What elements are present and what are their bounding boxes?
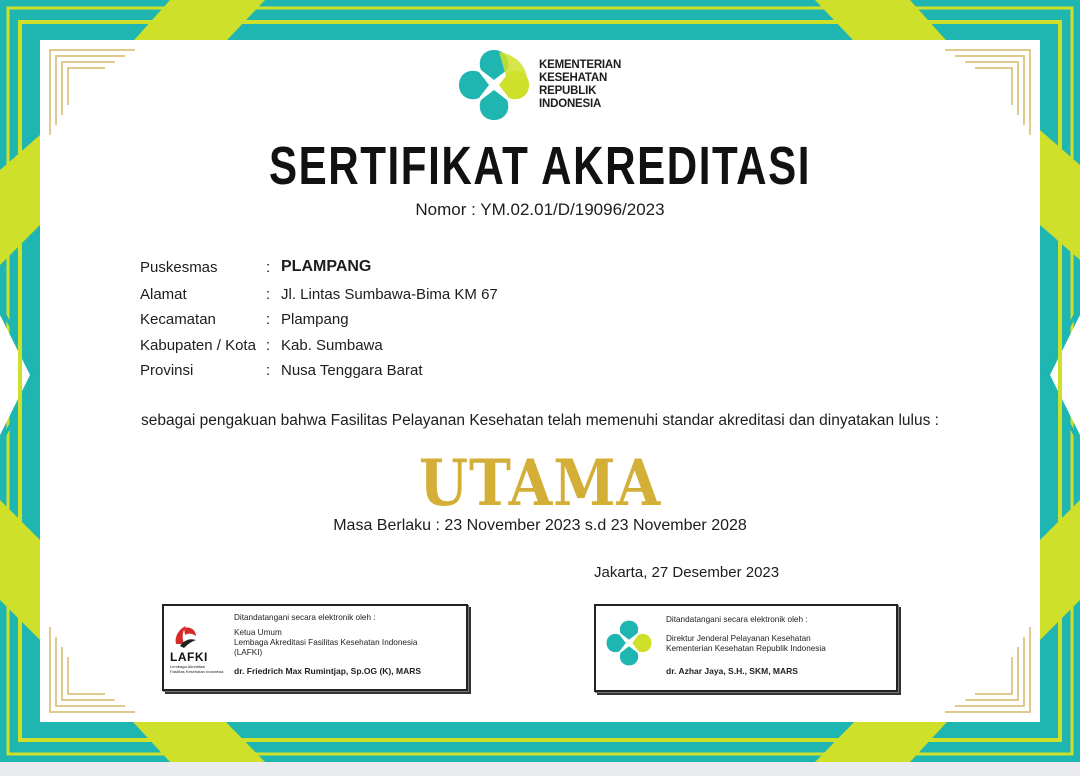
certificate-title: SERTIFIKAT AKREDITASI bbox=[268, 136, 812, 196]
detail-colon: : bbox=[266, 337, 271, 354]
signer-role: Direktur Jenderal Pelayanan Kesehatan bbox=[666, 634, 811, 643]
detail-value-kecamatan: Plampang bbox=[281, 311, 349, 328]
detail-value-provinsi: Nusa Tenggara Barat bbox=[281, 362, 423, 379]
issue-city-date: Jakarta, 27 Desember 2023 bbox=[594, 564, 780, 581]
validity-period: Masa Berlaku : 23 November 2023 s.d 23 November 2028 bbox=[333, 517, 747, 534]
detail-label-alamat: Alamat bbox=[140, 286, 187, 303]
signer-name: dr. Friedrich Max Rumintjap, Sp.OG (K), MARS bbox=[234, 666, 422, 676]
ministry-line: KEMENTERIAN bbox=[539, 59, 622, 71]
detail-colon: : bbox=[266, 259, 271, 276]
kemenkes-logo-icon bbox=[455, 46, 533, 124]
detail-label-puskesmas: Puskesmas bbox=[140, 259, 218, 276]
accreditation-statement: sebagai pengakuan bahwa Fasilitas Pelayanan Kesehatan telah memenuhi standar akreditasi dan dinyatakan lulus : bbox=[141, 412, 939, 429]
ministry-line: INDONESIA bbox=[539, 98, 602, 110]
signer-institution-abbr: (LAFKI) bbox=[234, 648, 263, 657]
lafki-logo-subtext: Lembaga Akreditasi bbox=[170, 664, 206, 669]
detail-colon: : bbox=[266, 311, 271, 328]
detail-value-kabupaten: Kab. Sumbawa bbox=[281, 337, 383, 354]
kemenkes-logo-icon bbox=[604, 618, 654, 668]
ministry-name bbox=[539, 59, 621, 111]
signed-note: Ditandatangani secara elektronik oleh : bbox=[666, 615, 808, 624]
accreditation-grade: UTAMA bbox=[418, 446, 662, 521]
lafki-logo-subtext: Fasilitas Kesehatan Indonesia bbox=[170, 669, 224, 674]
signer-role: Ketua Umum bbox=[234, 628, 282, 637]
detail-label-kabupaten: Kabupaten / Kota bbox=[140, 337, 256, 354]
detail-label-provinsi: Provinsi bbox=[140, 362, 194, 379]
certificate-number: Nomor : YM.02.01/D/19096/2023 bbox=[415, 200, 665, 219]
signer-institution: Kementerian Kesehatan Republik Indonesia bbox=[666, 644, 826, 653]
ministry-line: REPUBLIK bbox=[539, 85, 597, 97]
detail-label-kecamatan: Kecamatan bbox=[140, 311, 216, 328]
detail-colon: : bbox=[266, 286, 271, 303]
signer-institution: Lembaga Akreditasi Fasilitas Kesehatan Indonesia bbox=[234, 638, 418, 647]
ministry-line: KESEHATAN bbox=[539, 72, 608, 84]
detail-value-alamat: Jl. Lintas Sumbawa-Bima KM 67 bbox=[281, 286, 498, 303]
lafki-logo-text: LAFKI bbox=[170, 650, 208, 664]
detail-value-puskesmas: PLAMPANG bbox=[281, 258, 372, 275]
signature-box-lafki bbox=[162, 604, 468, 691]
signed-note: Ditandatangani secara elektronik oleh : bbox=[234, 613, 376, 622]
signature-box-kemenkes bbox=[594, 604, 898, 692]
signer-name: dr. Azhar Jaya, S.H., SKM, MARS bbox=[666, 666, 798, 676]
lafki-logo-icon bbox=[170, 620, 200, 650]
detail-colon: : bbox=[266, 362, 271, 379]
